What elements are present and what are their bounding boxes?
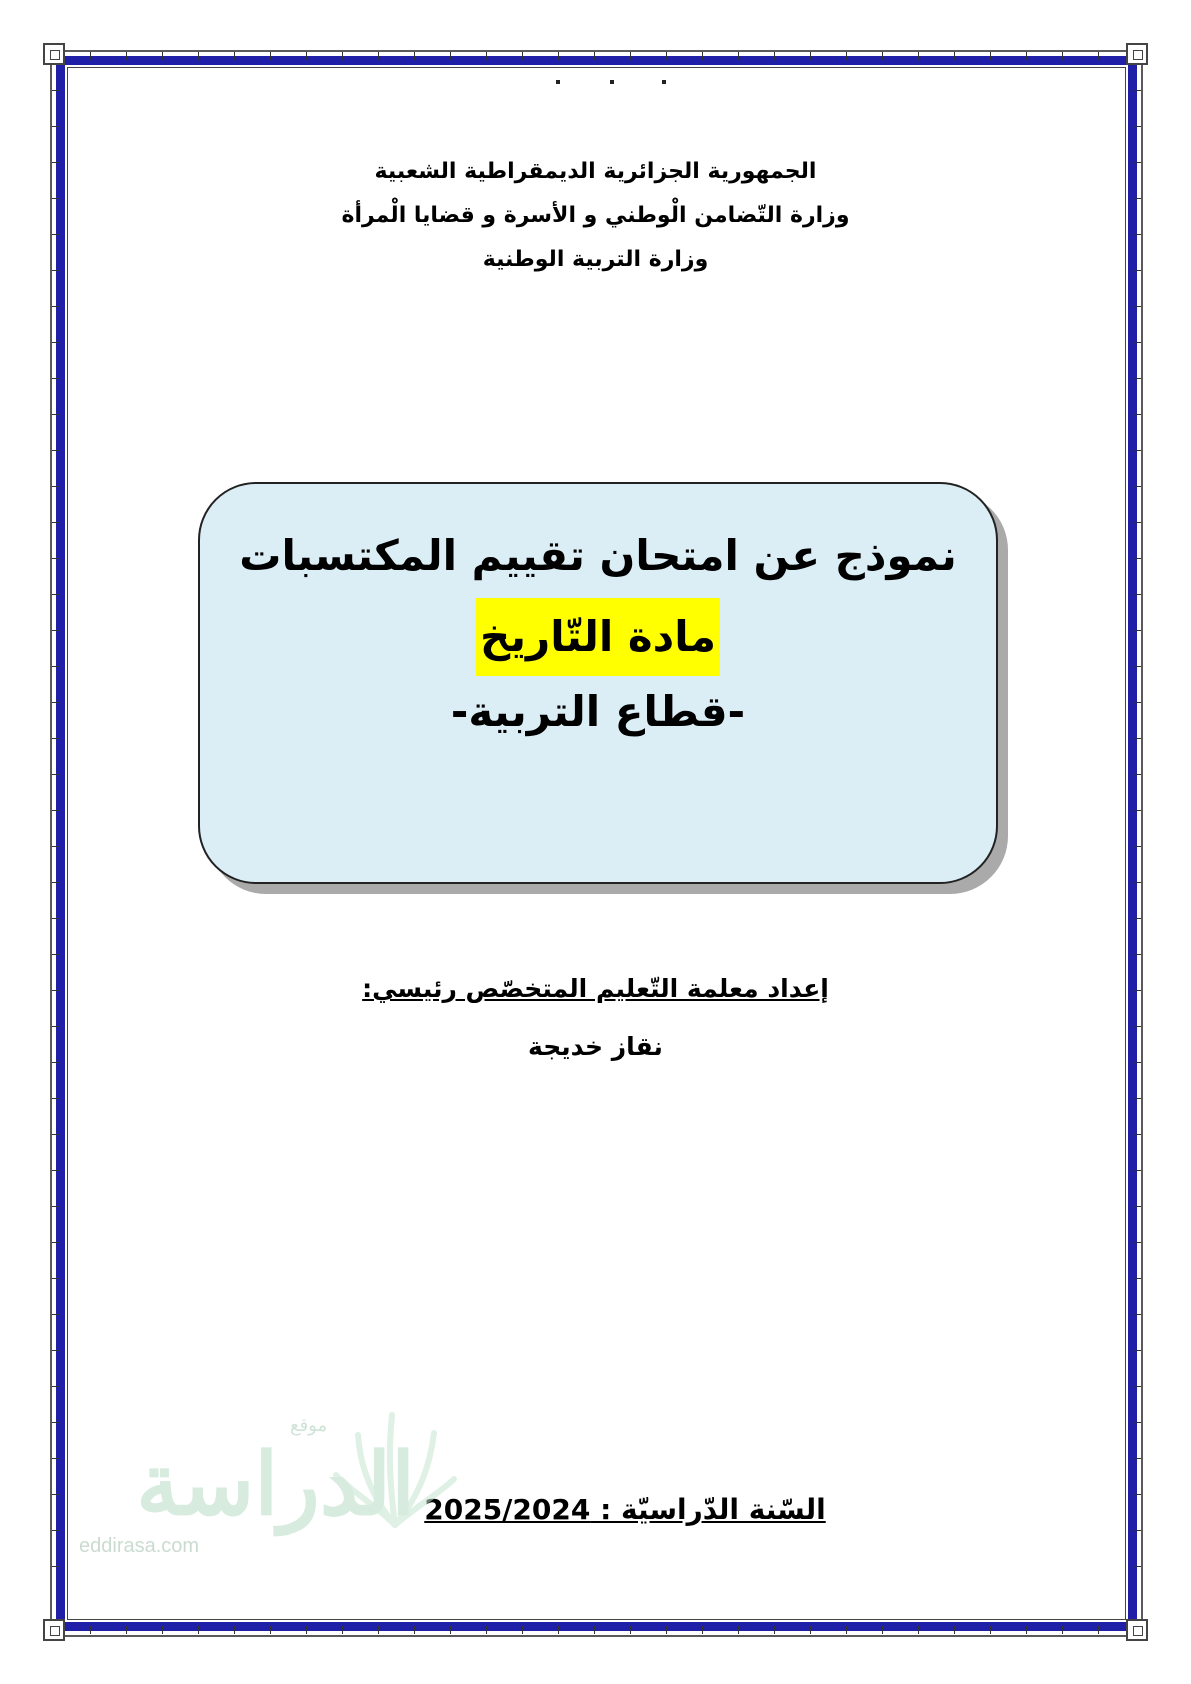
title-box	[198, 482, 998, 884]
border-ticks-bottom	[90, 1626, 1105, 1634]
academic-year: السّنة الدّراسيّة : 2025/2024	[424, 1493, 826, 1526]
header-republic: الجمهورية الجزائرية الديمقراطية الشعبية	[374, 159, 817, 184]
prepared-by	[200, 960, 991, 1076]
sector-title: -قطاع التربية-	[450, 687, 746, 736]
site-watermark	[75, 1405, 435, 1575]
border-ticks-top	[90, 52, 1105, 60]
prepared-by-label: إعداد معلمة التّعليم المتخصّص رئيسي:	[362, 974, 829, 1003]
corner-ornament-top-right	[1126, 43, 1148, 65]
exam-title: نموذج عن امتحان تقييم المكتسبات	[239, 531, 957, 580]
corner-ornament-bottom-left	[43, 1619, 65, 1641]
watermark-url: eddirasa.com	[79, 1535, 200, 1557]
border-ticks-right	[1133, 90, 1141, 1600]
border-ticks-left	[52, 90, 60, 1600]
corner-ornament-bottom-right	[1126, 1619, 1148, 1641]
header-ministry-solidarity: وزارة التّضامن الْوطني و الأسرة و قضايا الْمرأة	[341, 203, 850, 228]
watermark-small-word: موقع	[290, 1415, 328, 1436]
document-header	[200, 150, 991, 282]
author-name: نقاز خديجة	[528, 1032, 663, 1061]
watermark-word: الدراسة	[136, 1434, 415, 1535]
top-scan-marks	[550, 80, 700, 100]
header-ministry-education: وزارة التربية الوطنية	[482, 247, 709, 272]
subject-title: مادة التّاريخ	[476, 598, 720, 676]
corner-ornament-top-left	[43, 43, 65, 65]
